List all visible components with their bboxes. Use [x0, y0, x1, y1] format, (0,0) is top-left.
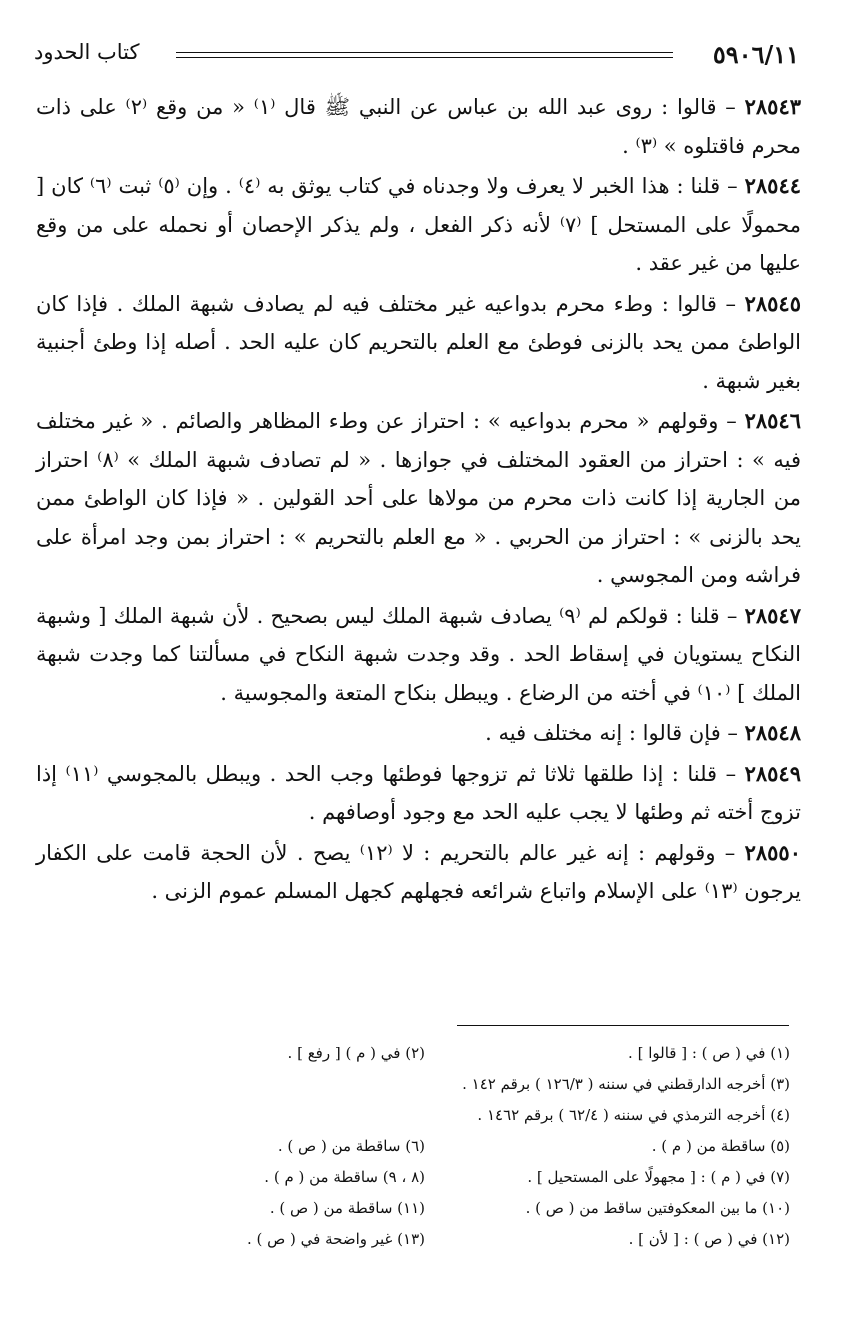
- footnote: (١١) ساقطة من ( ص ) .: [269, 1199, 425, 1217]
- paragraph-number: ٢٨٥٤٦: [744, 408, 801, 433]
- paragraph-number: ٢٨٥٤٣: [744, 94, 802, 119]
- paragraph-number: ٢٨٥٤٩: [744, 760, 801, 786]
- footnote-row: [185, 1224, 790, 1255]
- paragraph: [36, 755, 801, 832]
- page-header: [34, 36, 799, 76]
- footnote: (١٢) في ( ص ) : [ لأن ] .: [628, 1230, 790, 1248]
- footnote-row: [185, 1100, 790, 1131]
- paragraph-number: ٢٨٥٥٠: [744, 839, 801, 865]
- footnote-row: [185, 1131, 790, 1162]
- footnote-row: [185, 1069, 790, 1100]
- footnote: (٣) أخرجه الدارقطني في سننه ( ١٢٦/٣ ) برقم ١٤٢ .: [462, 1075, 790, 1093]
- paragraph-text: – قالوا : وطء محرم بدواعيه غير مختلف فيه لم يصادف شبهة الملك . فإذا كان الواطئ ممن يحد بالزنى فوطئ مع العلم بالتحريم كان عليه الحد . أصله إذا وطئ أجنبية بغير شبهة .: [36, 291, 801, 393]
- footnote: (١٣) غير واضحة في ( ص ) .: [246, 1230, 425, 1248]
- footnote: (٢) في ( م ) [ رفع ] .: [287, 1044, 425, 1062]
- paragraph: [36, 834, 801, 911]
- main-text: [36, 88, 801, 913]
- footnotes: [185, 1038, 790, 1255]
- paragraph: [36, 402, 801, 595]
- paragraph-text: – وقولهم « محرم بدواعيه » : احتراز عن وطء المظاهر والصائم . « غير مختلف فيه » : احتراز من العقود المختلف في جوازها . « لم تصادف شبهة الملك » ⁽٨⁾ احتراز من الجارية إذا كانت ذات محرم من مولاها على أحد القولين . « فإذا كان الواطئ ممن يحد بالزنى » : احتراز من الحربي . « مع العلم بالتحريم » : احتراز بمن وجد امرأة على فراشه ومن المجوسي .: [36, 409, 801, 587]
- header-rule: [176, 52, 673, 58]
- paragraph: [36, 714, 801, 753]
- footnote-row: [185, 1162, 790, 1193]
- footnote-row: [185, 1038, 790, 1069]
- footnote-separator: [457, 1025, 789, 1026]
- footnote: (٦) ساقطة من ( ص ) .: [277, 1137, 425, 1155]
- page-number: ٥٩٠٦/١١: [712, 40, 799, 69]
- paragraph: [36, 285, 801, 401]
- paragraph-number: ٢٨٥٤٥: [744, 290, 801, 316]
- paragraph-text: – قلنا : إذا طلقها ثلاثا ثم تزوجها فوطئها وجب الحد . ويبطل بالمجوسي ⁽١١⁾ إذا تزوج أخته ثم وطئها لا يجب عليه الحد مع وجود أوصافهم .: [36, 761, 801, 824]
- footnote: (٨ ، ٩) ساقطة من ( م ) .: [264, 1168, 425, 1186]
- footnote: (٧) في ( م ) : [ مجهولًا على المستحيل ] .: [527, 1168, 790, 1186]
- paragraph-text: – قلنا : قولكم لم ⁽٩⁾ يصادف شبهة الملك ليس بصحيح . لأن شبهة الملك [ وشبهة النكاح يستويان في إسقاط الحد . وقد وجدت شبهة النكاح في مسألتنا كما وجدت شبهة الملك ] ⁽١٠⁾ في أخته من الرضاع . ويبطل بنكاح المتعة والمجوسية .: [36, 603, 801, 705]
- paragraph-text: – قلنا : هذا الخبر لا يعرف ولا وجدناه في كتاب يوثق به ⁽٤⁾ . وإن ⁽٥⁾ ثبت ⁽٦⁾ كان [ محمولًا على المستحل ] ⁽٧⁾ لأنه ذكر الفعل ، ولم يذكر الإحصان أو نحمله على من وقع عليها من غير عقد .: [36, 174, 801, 275]
- footnote: (١) في ( ص ) : [ قالوا ] .: [628, 1044, 790, 1062]
- paragraph-number: ٢٨٥٤٤: [744, 173, 802, 198]
- paragraph-text: – فإن قالوا : إنه مختلف فيه .: [485, 721, 745, 745]
- paragraph-number: ٢٨٥٤٧: [744, 602, 801, 628]
- paragraph-number: ٢٨٥٤٨: [744, 720, 801, 745]
- footnote: (١٠) ما بين المعكوفتين ساقط من ( ص ) .: [525, 1199, 790, 1217]
- footnote: (٤) أخرجه الترمذي في سننه ( ٦٢/٤ ) برقم ١٤٦٢ .: [477, 1106, 790, 1124]
- paragraph-text: – وقولهم : إنه غير عالم بالتحريم : لا ⁽١٢⁾ يصح . لأن الحجة قامت على الكفار يرجون ⁽١٣⁾ على الإسلام واتباع شرائعه فجهلهم كجهل المسلم عموم الزنى .: [36, 840, 801, 903]
- running-title: كتاب الحدود: [34, 40, 140, 64]
- paragraph: [36, 167, 801, 283]
- paragraph: [36, 597, 801, 713]
- footnote: (٥) ساقطة من ( م ) .: [651, 1137, 790, 1155]
- footnote-row: [185, 1193, 790, 1224]
- paragraph-text: – قالوا : روى عبد الله بن عباس عن النبي ﷺ قال ⁽١⁾ « من وقع ⁽٢⁾ على ذات محرم فاقتلوه » ⁽٣⁾ .: [36, 95, 801, 158]
- paragraph: [36, 88, 801, 165]
